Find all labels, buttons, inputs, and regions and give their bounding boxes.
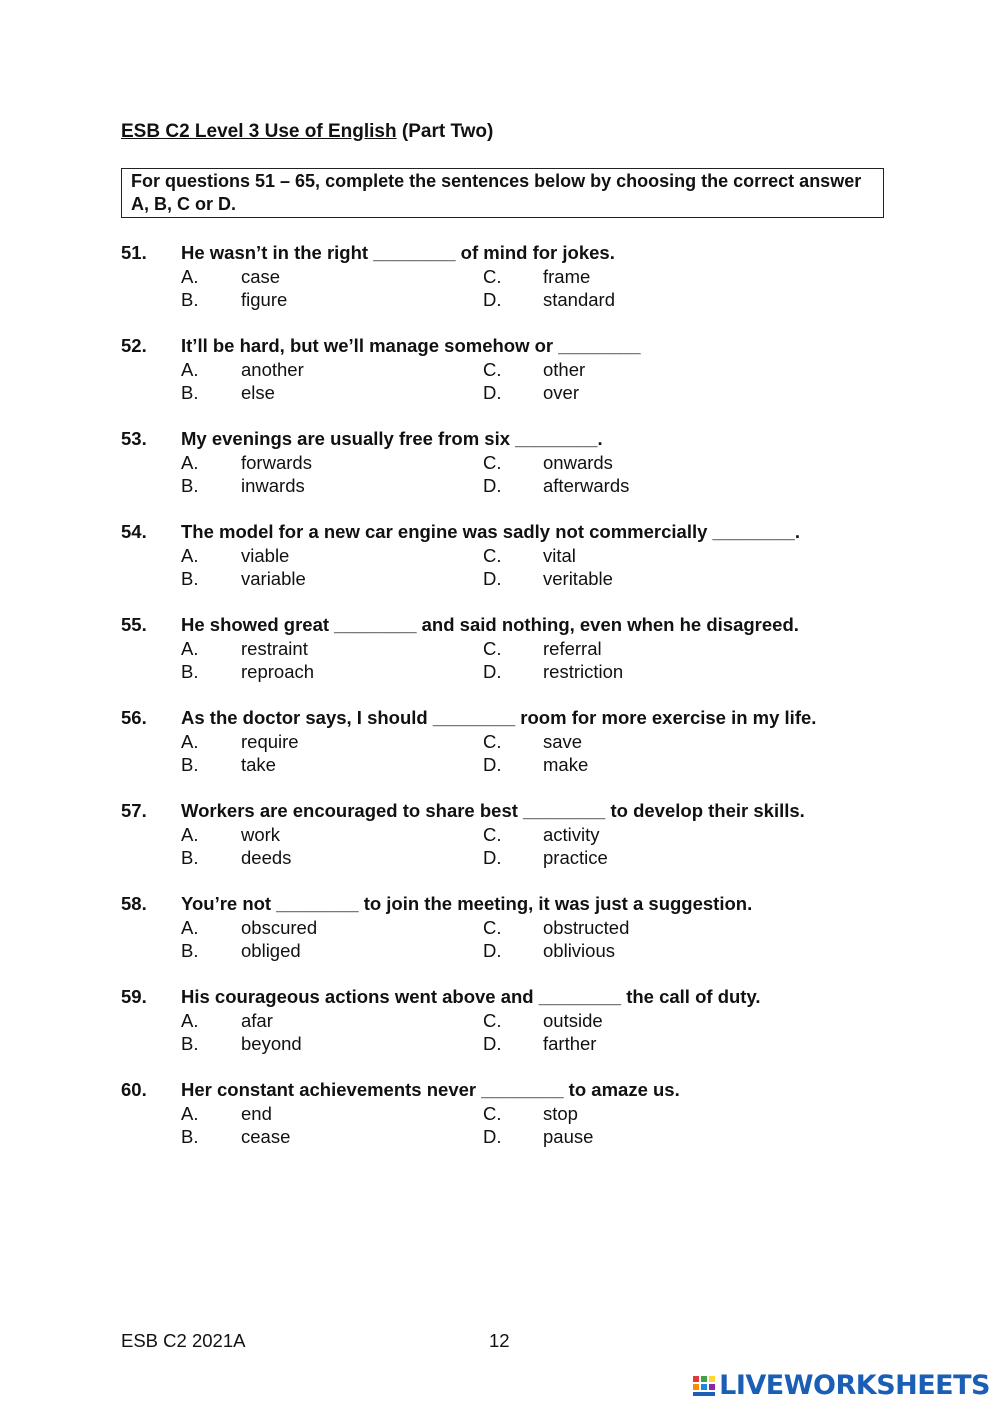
answer-option [181, 1009, 483, 1033]
option-letter: D. [483, 568, 502, 589]
option-letter: D. [483, 847, 502, 868]
option-letter: B. [181, 382, 199, 403]
answer-option [181, 939, 483, 963]
question-number: 55. [121, 614, 147, 635]
answer-option [483, 660, 785, 684]
option-letter: B. [181, 754, 199, 775]
answer-option [483, 939, 785, 963]
option-letter: D. [483, 289, 502, 310]
page-title-part: (Part Two) [396, 121, 494, 142]
option-text: obliged [241, 940, 301, 961]
option-text: onwards [543, 451, 613, 473]
question-number: 53. [121, 428, 147, 449]
option-text: work [241, 823, 281, 845]
answer-option [483, 753, 785, 777]
option-letter: C. [483, 637, 502, 659]
option-row [121, 637, 901, 661]
option-text: cease [241, 1126, 291, 1147]
option-text: other [543, 358, 586, 380]
answer-option [483, 823, 785, 847]
option-letter: B. [181, 661, 199, 682]
answer-option [181, 637, 483, 661]
question-number: 60. [121, 1079, 147, 1100]
liveworksheets-watermark [692, 1370, 990, 1401]
option-row [121, 1032, 901, 1056]
option-letter: C. [483, 544, 502, 566]
answer-option [181, 730, 483, 754]
option-row [121, 1125, 901, 1149]
option-text: oblivious [543, 940, 615, 961]
option-letter: C. [483, 1102, 502, 1124]
option-text: veritable [543, 568, 613, 589]
option-letter: D. [483, 940, 502, 961]
option-row [121, 451, 901, 475]
answer-option [483, 1032, 785, 1056]
option-letter: A. [181, 358, 199, 380]
option-text: referral [543, 637, 602, 659]
question-text: As the doctor says, I should ________ room for more exercise in my life. [181, 707, 817, 728]
option-text: forwards [241, 451, 312, 473]
question-59 [121, 985, 901, 1078]
option-text: outside [543, 1009, 603, 1031]
answer-option [483, 265, 785, 289]
option-text: pause [543, 1126, 594, 1147]
option-letter: A. [181, 916, 199, 938]
question-line [121, 241, 901, 265]
answer-option [181, 1125, 483, 1149]
option-row [121, 1102, 901, 1126]
option-letter: C. [483, 1009, 502, 1031]
question-51 [121, 241, 901, 334]
question-list [121, 241, 901, 1171]
answer-option [181, 451, 483, 475]
answer-option [181, 567, 483, 591]
answer-option [483, 1125, 785, 1149]
answer-option [483, 637, 785, 661]
option-text: figure [241, 289, 288, 310]
option-letter: C. [483, 265, 502, 287]
footer-code: ESB C2 2021A [121, 1330, 246, 1351]
option-row [121, 474, 901, 498]
answer-option [181, 288, 483, 312]
option-letter: A. [181, 1102, 199, 1124]
answer-option [181, 265, 483, 289]
answer-option [483, 358, 785, 382]
liveworksheets-logo-icon [692, 1374, 716, 1398]
answer-option [483, 730, 785, 754]
option-letter: B. [181, 475, 199, 496]
option-row [121, 381, 901, 405]
option-text: else [241, 382, 275, 403]
question-54 [121, 520, 901, 613]
option-text: obstructed [543, 916, 630, 938]
option-row [121, 660, 901, 684]
option-letter: B. [181, 940, 199, 961]
option-row [121, 730, 901, 754]
question-text: It’ll be hard, but we’ll manage somehow or ________ [181, 335, 641, 356]
answer-option [181, 544, 483, 568]
option-text: obscured [241, 916, 318, 938]
option-text: afterwards [543, 475, 630, 496]
question-text: His courageous actions went above and ________ the call of duty. [181, 986, 761, 1007]
instructions-box: For questions 51 – 65, complete the sentences below by choosing the correct answer A, B, C or D. [121, 168, 884, 218]
option-text: activity [543, 823, 600, 845]
option-letter: D. [483, 1126, 502, 1147]
option-letter: C. [483, 823, 502, 845]
question-55 [121, 613, 901, 706]
option-text: over [543, 382, 579, 403]
answer-option [181, 1032, 483, 1056]
option-letter: C. [483, 451, 502, 473]
option-row [121, 1009, 901, 1033]
question-line [121, 520, 901, 544]
option-letter: A. [181, 1009, 199, 1031]
option-text: beyond [241, 1033, 302, 1054]
question-number: 59. [121, 986, 147, 1007]
answer-option [483, 381, 785, 405]
option-text: reproach [241, 661, 315, 682]
option-row [121, 358, 901, 382]
question-text: You’re not ________ to join the meeting, it was just a suggestion. [181, 893, 753, 914]
answer-option [483, 544, 785, 568]
option-text: vital [543, 544, 576, 566]
option-text: viable [241, 544, 290, 566]
option-row [121, 288, 901, 312]
question-line [121, 613, 901, 637]
option-row [121, 753, 901, 777]
question-number: 58. [121, 893, 147, 914]
option-text: variable [241, 568, 306, 589]
question-number: 52. [121, 335, 147, 356]
option-letter: A. [181, 544, 199, 566]
answer-option [181, 823, 483, 847]
option-letter: A. [181, 265, 199, 287]
option-row [121, 544, 901, 568]
watermark-text: LIVEWORKSHEETS [719, 1370, 990, 1401]
answer-option [483, 846, 785, 870]
question-53 [121, 427, 901, 520]
answer-option [181, 753, 483, 777]
option-row [121, 265, 901, 289]
answer-option [483, 1009, 785, 1033]
option-text: practice [543, 847, 608, 868]
option-text: frame [543, 265, 591, 287]
answer-option [181, 916, 483, 940]
option-letter: B. [181, 289, 199, 310]
answer-option [181, 358, 483, 382]
option-letter: A. [181, 637, 199, 659]
option-text: require [241, 730, 299, 752]
answer-option [483, 916, 785, 940]
question-60 [121, 1078, 901, 1171]
question-line [121, 427, 901, 451]
question-52 [121, 334, 901, 427]
option-text: take [241, 754, 276, 775]
answer-option [483, 451, 785, 475]
option-letter: C. [483, 916, 502, 938]
answer-option [483, 1102, 785, 1126]
option-text: stop [543, 1102, 578, 1124]
question-line [121, 985, 901, 1009]
question-line [121, 892, 901, 916]
option-letter: A. [181, 730, 199, 752]
question-number: 51. [121, 242, 147, 263]
option-row [121, 916, 901, 940]
option-text: standard [543, 289, 615, 310]
option-letter: D. [483, 382, 502, 403]
option-letter: C. [483, 730, 502, 752]
option-letter: D. [483, 1033, 502, 1054]
option-letter: B. [181, 568, 199, 589]
option-text: farther [543, 1033, 597, 1054]
question-text: The model for a new car engine was sadly not commercially ________. [181, 521, 800, 542]
option-row [121, 823, 901, 847]
answer-option [483, 474, 785, 498]
answer-option [181, 381, 483, 405]
option-row [121, 567, 901, 591]
option-text: another [241, 358, 304, 380]
page-number: 12 [489, 1330, 510, 1351]
question-58 [121, 892, 901, 985]
option-row [121, 846, 901, 870]
question-56 [121, 706, 901, 799]
option-letter: B. [181, 847, 199, 868]
answer-option [181, 474, 483, 498]
option-letter: B. [181, 1033, 199, 1054]
option-letter: D. [483, 754, 502, 775]
option-letter: A. [181, 451, 199, 473]
question-number: 56. [121, 707, 147, 728]
option-text: restriction [543, 661, 624, 682]
option-letter: A. [181, 823, 199, 845]
option-text: save [543, 730, 583, 752]
option-text: make [543, 754, 589, 775]
question-57 [121, 799, 901, 892]
question-text: Workers are encouraged to share best ________ to develop their skills. [181, 800, 805, 821]
question-text: Her constant achievements never ________ to amaze us. [181, 1079, 680, 1100]
option-text: case [241, 265, 281, 287]
question-line [121, 799, 901, 823]
answer-option [483, 567, 785, 591]
answer-option [483, 288, 785, 312]
question-line [121, 706, 901, 730]
option-text: end [241, 1102, 272, 1124]
page-title-main: ESB C2 Level 3 Use of English [121, 121, 397, 142]
option-text: restraint [241, 637, 308, 659]
question-text: He wasn’t in the right ________ of mind for jokes. [181, 242, 615, 263]
option-text: afar [241, 1009, 273, 1031]
question-line [121, 334, 901, 358]
page-title [121, 121, 493, 143]
option-text: inwards [241, 475, 305, 496]
answer-option [181, 660, 483, 684]
option-letter: D. [483, 475, 502, 496]
question-number: 57. [121, 800, 147, 821]
option-text: deeds [241, 847, 292, 868]
answer-option [181, 1102, 483, 1126]
option-letter: D. [483, 661, 502, 682]
question-text: My evenings are usually free from six ________. [181, 428, 603, 449]
question-number: 54. [121, 521, 147, 542]
question-line [121, 1078, 901, 1102]
option-letter: C. [483, 358, 502, 380]
question-text: He showed great ________ and said nothing, even when he disagreed. [181, 614, 799, 635]
option-letter: B. [181, 1126, 199, 1147]
answer-option [181, 846, 483, 870]
option-row [121, 939, 901, 963]
